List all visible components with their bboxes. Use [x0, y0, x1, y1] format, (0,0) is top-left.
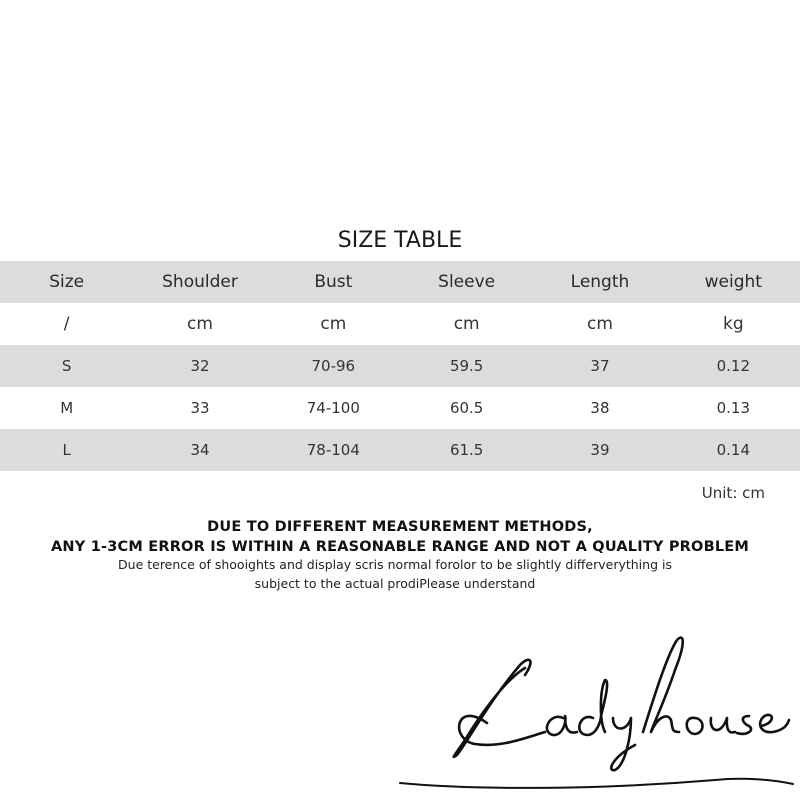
- unit-size: /: [63, 314, 70, 334]
- cell-shoulder: 33: [190, 399, 210, 417]
- cell-shoulder: 32: [190, 357, 210, 375]
- table-row: [0, 429, 800, 471]
- cell-size: S: [61, 357, 72, 375]
- page-title: SIZE TABLE: [337, 228, 463, 253]
- table-header-row: [0, 261, 800, 303]
- unit-shoulder: cm: [187, 314, 213, 334]
- table-row: [0, 345, 800, 387]
- disclaimer-line-3: Due terence of shooights and display scris normal forolor to be slightly differverything is: [118, 557, 672, 572]
- unit-weight: kg: [722, 314, 744, 334]
- cell-length: 38: [590, 399, 610, 417]
- cell-length: 37: [590, 357, 610, 375]
- cell-bust: 70-96: [311, 357, 356, 375]
- cell-length: 39: [590, 441, 610, 459]
- unit-note: Unit: cm: [701, 484, 765, 502]
- header-length: Length: [570, 272, 630, 292]
- cell-sleeve: 61.5: [449, 441, 484, 459]
- disclaimer-line-1: DUE TO DIFFERENT MEASUREMENT METHODS,: [207, 519, 593, 535]
- unit-sleeve: cm: [453, 314, 480, 334]
- cell-sleeve: 60.5: [449, 399, 484, 417]
- unit-bust: cm: [320, 314, 347, 334]
- cell-size: L: [62, 441, 71, 459]
- cell-sleeve: 59.5: [449, 357, 484, 375]
- cell-bust: 78-104: [306, 441, 360, 459]
- header-sleeve: Sleeve: [438, 272, 496, 292]
- cell-weight: 0.12: [716, 357, 750, 375]
- table-row: [0, 387, 800, 429]
- cell-size: M: [60, 399, 74, 417]
- header-weight: weight: [704, 272, 762, 292]
- header-shoulder: Shoulder: [162, 272, 238, 292]
- cell-weight: 0.14: [716, 441, 750, 459]
- header-size: Size: [49, 272, 85, 292]
- table-units-row: [0, 303, 800, 345]
- cell-bust: 74-100: [306, 399, 360, 417]
- unit-length: cm: [587, 314, 613, 334]
- brand-signature-logo: [395, 620, 795, 800]
- size-table: [0, 261, 800, 471]
- disclaimer-line-2: ANY 1-3CM ERROR IS WITHIN A REASONABLE RANGE AND NOT A QUALITY PROBLEM: [51, 539, 749, 555]
- header-bust: Bust: [314, 272, 353, 292]
- disclaimer-line-4: subject to the actual prodiPlease understand: [254, 576, 536, 591]
- cell-weight: 0.13: [716, 399, 750, 417]
- cell-shoulder: 34: [190, 441, 210, 459]
